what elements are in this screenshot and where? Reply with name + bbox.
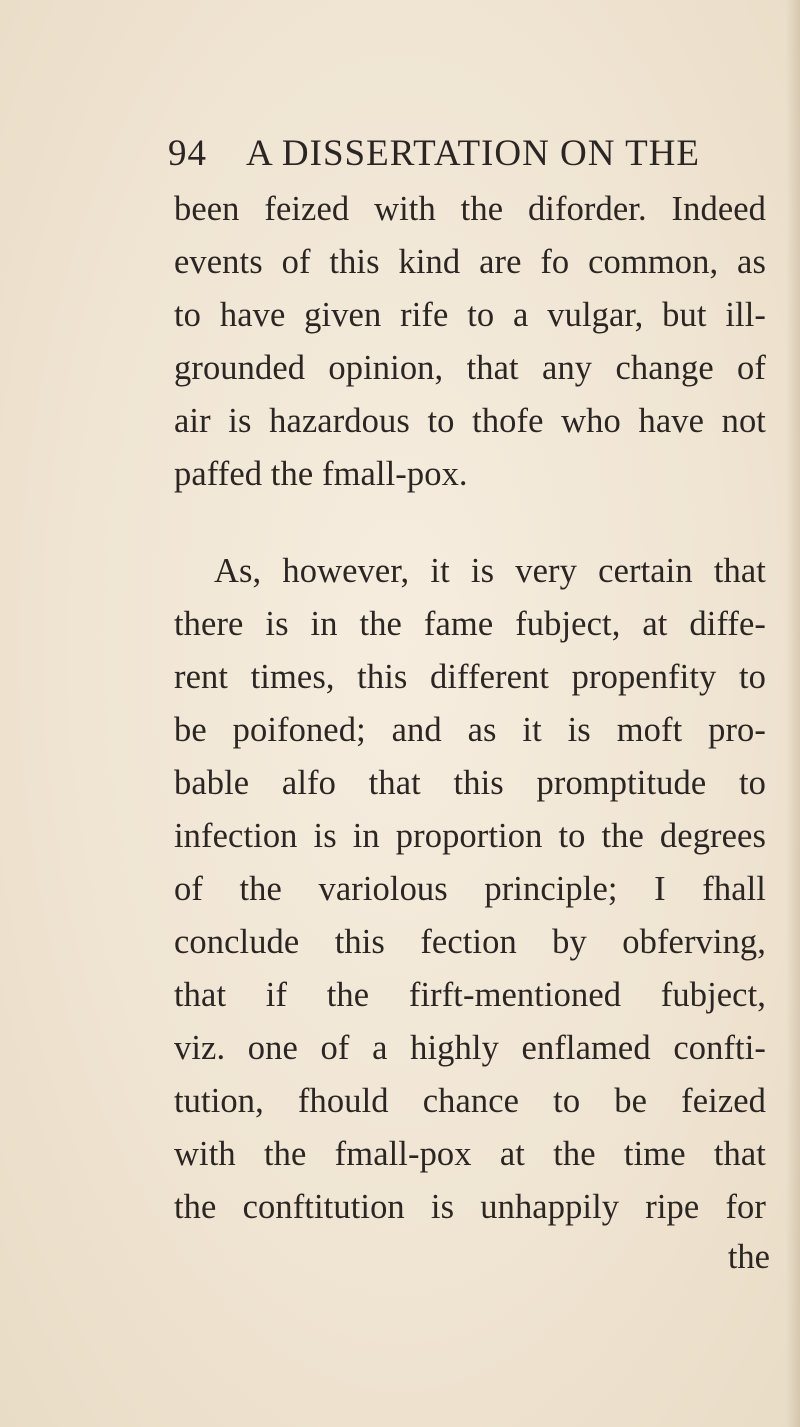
text-line: of the variolous principle; I fhall xyxy=(174,870,766,908)
text-line: paffed the fmall-pox. xyxy=(174,455,468,493)
running-title: A DISSERTATION ON THE xyxy=(246,133,700,174)
text-line: viz. one of a highly enflamed confti- xyxy=(174,1029,766,1067)
text-line: As, however, it is very certain that xyxy=(214,552,766,590)
text-line: conclude this fection by obferving, xyxy=(174,923,766,961)
text-line: to have given rife to a vulgar, but ill- xyxy=(174,296,766,334)
text-line: that if the firft-mentioned fubject, xyxy=(174,976,766,1014)
text-line: tution, fhould chance to be feized xyxy=(174,1082,766,1120)
text-line: be poifoned; and as it is moft pro- xyxy=(174,711,766,749)
text-line: air is hazardous to thofe who have not xyxy=(174,402,766,440)
text-line: events of this kind are fo common, as xyxy=(174,243,766,281)
text-line: bable alfo that this promptitude to xyxy=(174,764,766,802)
text-line: grounded opinion, that any change of xyxy=(174,349,766,387)
text-line: there is in the fame fubject, at diffe- xyxy=(174,605,766,643)
page-number: 94 xyxy=(168,133,207,174)
text-line: with the fmall-pox at the time that xyxy=(174,1135,766,1173)
text-line: infection is in proportion to the degrees xyxy=(174,817,766,855)
text-line: the conftitution is unhappily ripe for xyxy=(174,1188,766,1226)
catchword: the xyxy=(727,1238,770,1276)
text-line: been feized with the diforder. Indeed xyxy=(174,190,766,228)
text-line: rent times, this different propenfity to xyxy=(174,658,766,696)
